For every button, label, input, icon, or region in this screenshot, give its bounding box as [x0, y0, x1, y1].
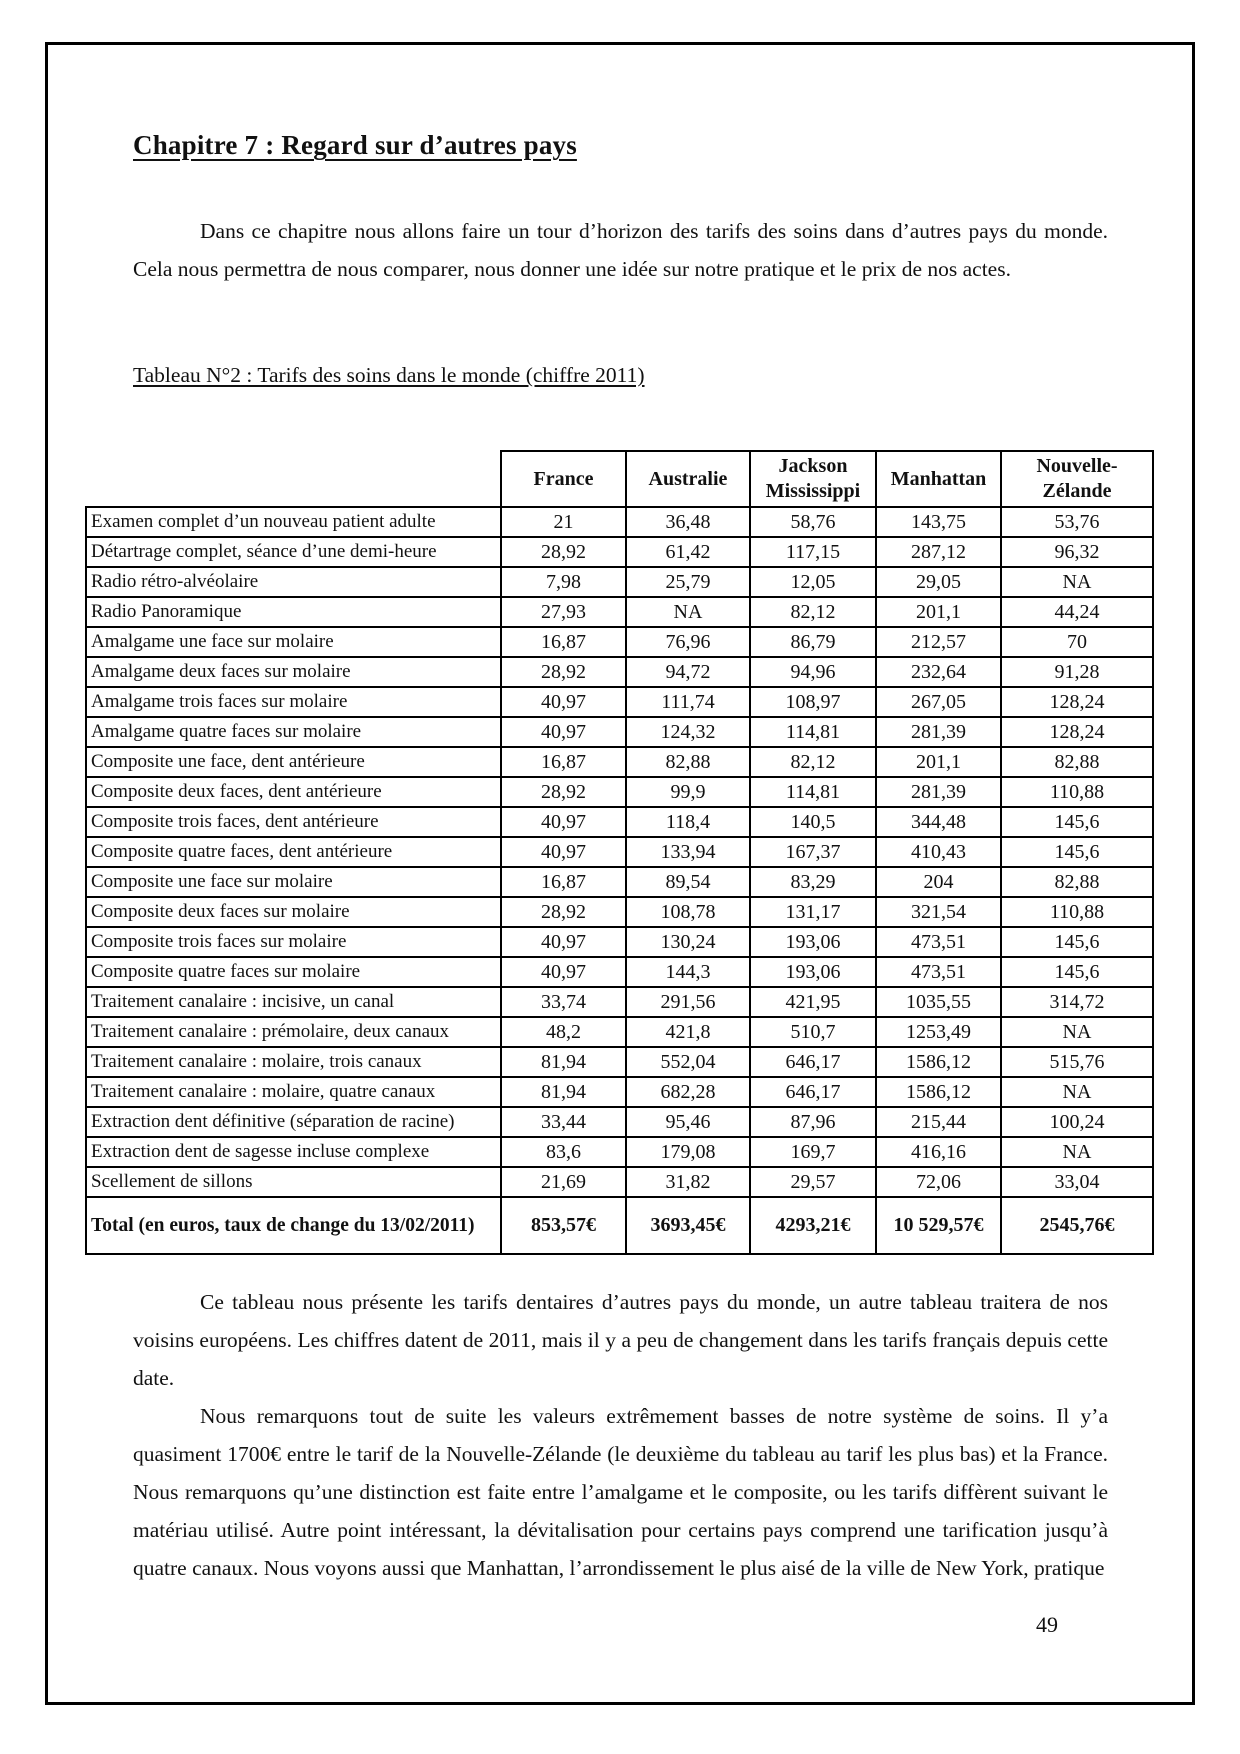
- row-value: 3693,45€: [626, 1197, 750, 1254]
- row-label: Amalgame une face sur molaire: [86, 627, 501, 657]
- row-value: 16,87: [501, 627, 626, 657]
- table-row: [86, 567, 1153, 597]
- row-value: 99,9: [626, 777, 750, 807]
- empty-header-cell: [86, 451, 501, 507]
- row-value: 28,92: [501, 777, 626, 807]
- row-value: 89,54: [626, 867, 750, 897]
- row-label: Traitement canalaire : molaire, trois canaux: [86, 1047, 501, 1077]
- row-label: Amalgame trois faces sur molaire: [86, 687, 501, 717]
- row-label: Radio Panoramique: [86, 597, 501, 627]
- table-row: [86, 717, 1153, 747]
- row-label: Examen complet d’un nouveau patient adulte: [86, 507, 501, 537]
- page-number: 49: [1036, 1612, 1058, 1637]
- row-value: 44,24: [1001, 597, 1153, 627]
- row-value: 28,92: [501, 897, 626, 927]
- table-row: [86, 1047, 1153, 1077]
- table-row: [86, 987, 1153, 1017]
- column-header-france: France: [501, 451, 626, 507]
- intro-paragraph: Dans ce chapitre nous allons faire un tour d’horizon des tarifs des soins dans d’autres pays du monde. Cela nous permettra de nous comparer, nous donner une idée sur notre pratique et le prix de nos actes.: [133, 219, 1108, 281]
- column-header-australie: Australie: [626, 451, 750, 507]
- table-row: [86, 747, 1153, 777]
- row-value: 12,05: [750, 567, 876, 597]
- row-label: Extraction dent de sagesse incluse complexe: [86, 1137, 501, 1167]
- row-value: 281,39: [876, 717, 1001, 747]
- row-label: Amalgame quatre faces sur molaire: [86, 717, 501, 747]
- row-value: 81,94: [501, 1047, 626, 1077]
- row-value: 28,92: [501, 537, 626, 567]
- row-value: 287,12: [876, 537, 1001, 567]
- row-value: 510,7: [750, 1017, 876, 1047]
- row-value: 212,57: [876, 627, 1001, 657]
- analysis-paragraph: Nous remarquons tout de suite les valeurs extrêmement basses de notre système de soins. Il y’a quasiment 1700€ entre le tarif de la Nouvelle-Zélande (le deuxième du tableau au tarif les plus bas) et la France. Nous remarquons qu’une distinction est faite entre l’amalgame et le composite, ou les tarifs diffèrent suivant le matériau utilisé. Autre point intéressant, la dévitalisation pour certains pays comprend une tarification jusqu’à quatre canaux. Nous voyons aussi que Manhattan, l’arrondissement le plus aisé de la ville de New York, pratique: [133, 1404, 1108, 1580]
- row-value: 111,74: [626, 687, 750, 717]
- row-value: 321,54: [876, 897, 1001, 927]
- row-value: 40,97: [501, 927, 626, 957]
- row-value: 646,17: [750, 1077, 876, 1107]
- row-label: Composite une face, dent antérieure: [86, 747, 501, 777]
- row-value: NA: [1001, 567, 1153, 597]
- row-value: 130,24: [626, 927, 750, 957]
- table-row: [86, 1137, 1153, 1167]
- table-row: [86, 597, 1153, 627]
- chapter-title: Chapitre 7 : Regard sur d’autres pays: [133, 130, 577, 160]
- row-value: 10 529,57€: [876, 1197, 1001, 1254]
- row-value: 140,5: [750, 807, 876, 837]
- row-value: 25,79: [626, 567, 750, 597]
- row-value: 179,08: [626, 1137, 750, 1167]
- row-label: Composite deux faces, dent antérieure: [86, 777, 501, 807]
- row-value: 131,17: [750, 897, 876, 927]
- row-value: 16,87: [501, 747, 626, 777]
- row-value: 16,87: [501, 867, 626, 897]
- row-value: 646,17: [750, 1047, 876, 1077]
- table-row: [86, 1107, 1153, 1137]
- row-value: 70: [1001, 627, 1153, 657]
- row-label: Composite deux faces sur molaire: [86, 897, 501, 927]
- row-value: 682,28: [626, 1077, 750, 1107]
- row-value: 853,57€: [501, 1197, 626, 1254]
- row-value: 110,88: [1001, 897, 1153, 927]
- row-label: Composite quatre faces, dent antérieure: [86, 837, 501, 867]
- row-value: 515,76: [1001, 1047, 1153, 1077]
- row-value: 40,97: [501, 687, 626, 717]
- row-value: 76,96: [626, 627, 750, 657]
- row-value: 145,6: [1001, 807, 1153, 837]
- table-row: [86, 627, 1153, 657]
- row-value: 421,8: [626, 1017, 750, 1047]
- row-value: 473,51: [876, 927, 1001, 957]
- row-value: 552,04: [626, 1047, 750, 1077]
- table-row: [86, 537, 1153, 567]
- row-label: Traitement canalaire : incisive, un canal: [86, 987, 501, 1017]
- row-value: 29,05: [876, 567, 1001, 597]
- row-value: 53,76: [1001, 507, 1153, 537]
- row-value: 145,6: [1001, 837, 1153, 867]
- row-value: 421,95: [750, 987, 876, 1017]
- row-value: 114,81: [750, 777, 876, 807]
- row-value: 201,1: [876, 597, 1001, 627]
- column-header-manhattan: Manhattan: [876, 451, 1001, 507]
- row-value: 204: [876, 867, 1001, 897]
- row-value: 110,88: [1001, 777, 1153, 807]
- row-value: 1253,49: [876, 1017, 1001, 1047]
- table-row: [86, 807, 1153, 837]
- row-value: 133,94: [626, 837, 750, 867]
- row-value: 28,92: [501, 657, 626, 687]
- row-value: 83,6: [501, 1137, 626, 1167]
- row-value: NA: [626, 597, 750, 627]
- row-value: 201,1: [876, 747, 1001, 777]
- row-value: 108,78: [626, 897, 750, 927]
- row-value: 7,98: [501, 567, 626, 597]
- row-value: NA: [1001, 1017, 1153, 1047]
- table-row: [86, 927, 1153, 957]
- table-caption: Tableau N°2 : Tarifs des soins dans le monde (chiffre 2011): [133, 363, 645, 387]
- row-value: NA: [1001, 1137, 1153, 1167]
- row-value: 33,04: [1001, 1167, 1153, 1197]
- row-value: 169,7: [750, 1137, 876, 1167]
- row-label: Extraction dent définitive (séparation de racine): [86, 1107, 501, 1137]
- row-value: 267,05: [876, 687, 1001, 717]
- table-row: [86, 1167, 1153, 1197]
- row-label: Détartrage complet, séance d’une demi-heure: [86, 537, 501, 567]
- row-value: 291,56: [626, 987, 750, 1017]
- row-value: 94,72: [626, 657, 750, 687]
- row-value: 416,16: [876, 1137, 1001, 1167]
- row-value: 124,32: [626, 717, 750, 747]
- row-value: 410,43: [876, 837, 1001, 867]
- row-value: NA: [1001, 1077, 1153, 1107]
- total-row: [86, 1197, 1153, 1254]
- row-value: 145,6: [1001, 957, 1153, 987]
- row-value: 21: [501, 507, 626, 537]
- row-value: 215,44: [876, 1107, 1001, 1137]
- row-value: 1586,12: [876, 1077, 1001, 1107]
- row-value: 82,12: [750, 747, 876, 777]
- row-value: 58,76: [750, 507, 876, 537]
- row-value: 36,48: [626, 507, 750, 537]
- row-label: Amalgame deux faces sur molaire: [86, 657, 501, 687]
- row-value: 61,42: [626, 537, 750, 567]
- column-header-nouvelle-zelande: Nouvelle-Zélande: [1001, 451, 1153, 507]
- tariff-table-body: [86, 507, 1153, 1254]
- row-value: 40,97: [501, 957, 626, 987]
- row-label: Scellement de sillons: [86, 1167, 501, 1197]
- row-value: 95,46: [626, 1107, 750, 1137]
- table-row: [86, 837, 1153, 867]
- row-value: 143,75: [876, 507, 1001, 537]
- table-row: [86, 687, 1153, 717]
- header-row: [86, 451, 1153, 507]
- row-value: 281,39: [876, 777, 1001, 807]
- row-value: 145,6: [1001, 927, 1153, 957]
- row-value: 27,93: [501, 597, 626, 627]
- row-value: 87,96: [750, 1107, 876, 1137]
- row-value: 167,37: [750, 837, 876, 867]
- row-label: Composite trois faces, dent antérieure: [86, 807, 501, 837]
- row-value: 94,96: [750, 657, 876, 687]
- row-value: 108,97: [750, 687, 876, 717]
- row-value: 96,32: [1001, 537, 1153, 567]
- row-value: 2545,76€: [1001, 1197, 1153, 1254]
- row-value: 128,24: [1001, 687, 1153, 717]
- row-value: 344,48: [876, 807, 1001, 837]
- row-value: 83,29: [750, 867, 876, 897]
- row-value: 82,88: [1001, 747, 1153, 777]
- row-value: 21,69: [501, 1167, 626, 1197]
- row-value: 100,24: [1001, 1107, 1153, 1137]
- row-label: Traitement canalaire : molaire, quatre canaux: [86, 1077, 501, 1107]
- row-value: 473,51: [876, 957, 1001, 987]
- row-value: 232,64: [876, 657, 1001, 687]
- row-label: Radio rétro-alvéolaire: [86, 567, 501, 597]
- row-value: 29,57: [750, 1167, 876, 1197]
- row-value: 114,81: [750, 717, 876, 747]
- tariff-table: [85, 450, 1154, 1255]
- row-value: 40,97: [501, 807, 626, 837]
- row-value: 72,06: [876, 1167, 1001, 1197]
- row-value: 48,2: [501, 1017, 626, 1047]
- row-value: 1035,55: [876, 987, 1001, 1017]
- row-value: 4293,21€: [750, 1197, 876, 1254]
- row-value: 33,74: [501, 987, 626, 1017]
- row-value: 91,28: [1001, 657, 1153, 687]
- table-row: [86, 867, 1153, 897]
- table-row: [86, 1017, 1153, 1047]
- tariff-table-header: [86, 451, 1153, 507]
- row-value: 193,06: [750, 927, 876, 957]
- table-comment-paragraph: Ce tableau nous présente les tarifs dentaires d’autres pays du monde, un autre tableau traitera de nos voisins européens. Les chiffres datent de 2011, mais il y a peu de changement dans les tarifs français depuis cette date.: [133, 1290, 1108, 1390]
- row-value: 82,88: [1001, 867, 1153, 897]
- row-label: Composite une face sur molaire: [86, 867, 501, 897]
- table-row: [86, 507, 1153, 537]
- table-row: [86, 777, 1153, 807]
- row-value: 33,44: [501, 1107, 626, 1137]
- table-row: [86, 957, 1153, 987]
- row-label: Composite trois faces sur molaire: [86, 927, 501, 957]
- row-value: 314,72: [1001, 987, 1153, 1017]
- row-value: 128,24: [1001, 717, 1153, 747]
- column-header-jackson-mississippi: Jackson Mississippi: [750, 451, 876, 507]
- row-value: 1586,12: [876, 1047, 1001, 1077]
- row-value: 40,97: [501, 837, 626, 867]
- row-value: 144,3: [626, 957, 750, 987]
- row-value: 193,06: [750, 957, 876, 987]
- table-row: [86, 657, 1153, 687]
- row-value: 81,94: [501, 1077, 626, 1107]
- row-value: 31,82: [626, 1167, 750, 1197]
- table-row: [86, 897, 1153, 927]
- row-label: Composite quatre faces sur molaire: [86, 957, 501, 987]
- row-value: 86,79: [750, 627, 876, 657]
- row-label: Total (en euros, taux de change du 13/02/2011): [86, 1197, 501, 1254]
- row-value: 40,97: [501, 717, 626, 747]
- row-value: 118,4: [626, 807, 750, 837]
- row-value: 82,88: [626, 747, 750, 777]
- table-row: [86, 1077, 1153, 1107]
- row-value: 82,12: [750, 597, 876, 627]
- row-label: Traitement canalaire : prémolaire, deux canaux: [86, 1017, 501, 1047]
- row-value: 117,15: [750, 537, 876, 567]
